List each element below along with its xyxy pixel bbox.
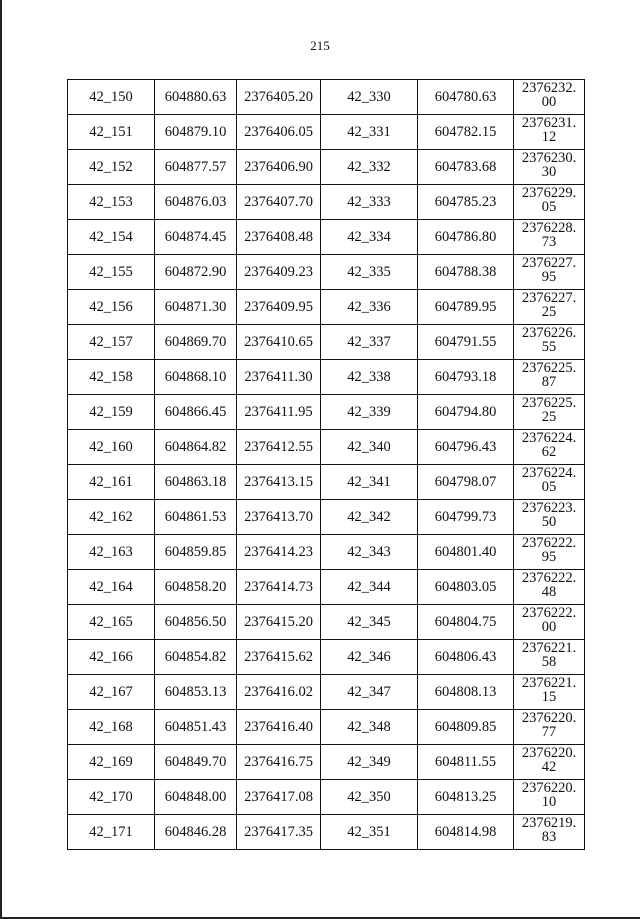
point-id-cell: 42_161 xyxy=(68,465,155,500)
x-coordinate-cell: 604814.98 xyxy=(418,815,514,850)
y-coordinate-cell: 2376223.50 xyxy=(514,500,585,535)
coordinate-table xyxy=(67,79,585,850)
x-coordinate-cell: 604856.50 xyxy=(155,605,237,640)
table-row xyxy=(68,255,585,290)
point-id-cell: 42_168 xyxy=(68,710,155,745)
point-id-cell: 42_334 xyxy=(321,220,418,255)
x-coordinate-cell: 604859.85 xyxy=(155,535,237,570)
point-id-cell: 42_165 xyxy=(68,605,155,640)
x-coordinate-cell: 604801.40 xyxy=(418,535,514,570)
table-row xyxy=(68,465,585,500)
point-id-cell: 42_151 xyxy=(68,115,155,150)
y-coordinate-cell: 2376415.20 xyxy=(237,605,321,640)
table-row xyxy=(68,395,585,430)
x-coordinate-cell: 604877.57 xyxy=(155,150,237,185)
point-id-cell: 42_337 xyxy=(321,325,418,360)
y-coordinate-cell: 2376224.05 xyxy=(514,465,585,500)
point-id-cell: 42_343 xyxy=(321,535,418,570)
point-id-cell: 42_157 xyxy=(68,325,155,360)
x-coordinate-cell: 604788.38 xyxy=(418,255,514,290)
y-coordinate-cell: 2376219.83 xyxy=(514,815,585,850)
y-coordinate-cell: 2376229.05 xyxy=(514,185,585,220)
y-coordinate-cell: 2376232.00 xyxy=(514,80,585,115)
table-row xyxy=(68,220,585,255)
point-id-cell: 42_345 xyxy=(321,605,418,640)
y-coordinate-cell: 2376413.70 xyxy=(237,500,321,535)
y-coordinate-cell: 2376414.73 xyxy=(237,570,321,605)
x-coordinate-cell: 604863.18 xyxy=(155,465,237,500)
table-row xyxy=(68,115,585,150)
y-coordinate-cell: 2376220.42 xyxy=(514,745,585,780)
point-id-cell: 42_158 xyxy=(68,360,155,395)
y-coordinate-cell: 2376416.75 xyxy=(237,745,321,780)
y-coordinate-cell: 2376221.58 xyxy=(514,640,585,675)
point-id-cell: 42_152 xyxy=(68,150,155,185)
point-id-cell: 42_330 xyxy=(321,80,418,115)
y-coordinate-cell: 2376412.55 xyxy=(237,430,321,465)
scan-left-edge xyxy=(0,0,2,919)
table-row xyxy=(68,780,585,815)
y-coordinate-cell: 2376406.90 xyxy=(237,150,321,185)
point-id-cell: 42_338 xyxy=(321,360,418,395)
y-coordinate-cell: 2376417.35 xyxy=(237,815,321,850)
x-coordinate-cell: 604876.03 xyxy=(155,185,237,220)
table-row xyxy=(68,500,585,535)
point-id-cell: 42_331 xyxy=(321,115,418,150)
x-coordinate-cell: 604868.10 xyxy=(155,360,237,395)
x-coordinate-cell: 604851.43 xyxy=(155,710,237,745)
y-coordinate-cell: 2376410.65 xyxy=(237,325,321,360)
x-coordinate-cell: 604793.18 xyxy=(418,360,514,395)
x-coordinate-cell: 604813.25 xyxy=(418,780,514,815)
point-id-cell: 42_153 xyxy=(68,185,155,220)
point-id-cell: 42_164 xyxy=(68,570,155,605)
table-row xyxy=(68,815,585,850)
y-coordinate-cell: 2376409.23 xyxy=(237,255,321,290)
y-coordinate-cell: 2376415.62 xyxy=(237,640,321,675)
x-coordinate-cell: 604869.70 xyxy=(155,325,237,360)
x-coordinate-cell: 604791.55 xyxy=(418,325,514,360)
x-coordinate-cell: 604879.10 xyxy=(155,115,237,150)
x-coordinate-cell: 604803.05 xyxy=(418,570,514,605)
y-coordinate-cell: 2376408.48 xyxy=(237,220,321,255)
page-number: 215 xyxy=(310,38,330,53)
point-id-cell: 42_341 xyxy=(321,465,418,500)
y-coordinate-cell: 2376225.87 xyxy=(514,360,585,395)
point-id-cell: 42_336 xyxy=(321,290,418,325)
table-row xyxy=(68,150,585,185)
y-coordinate-cell: 2376230.30 xyxy=(514,150,585,185)
y-coordinate-cell: 2376224.62 xyxy=(514,430,585,465)
point-id-cell: 42_167 xyxy=(68,675,155,710)
point-id-cell: 42_159 xyxy=(68,395,155,430)
x-coordinate-cell: 604849.70 xyxy=(155,745,237,780)
x-coordinate-cell: 604796.43 xyxy=(418,430,514,465)
x-coordinate-cell: 604811.55 xyxy=(418,745,514,780)
table-row xyxy=(68,640,585,675)
y-coordinate-cell: 2376220.77 xyxy=(514,710,585,745)
point-id-cell: 42_166 xyxy=(68,640,155,675)
point-id-cell: 42_169 xyxy=(68,745,155,780)
y-coordinate-cell: 2376222.00 xyxy=(514,605,585,640)
point-id-cell: 42_344 xyxy=(321,570,418,605)
y-coordinate-cell: 2376227.95 xyxy=(514,255,585,290)
table-row xyxy=(68,570,585,605)
point-id-cell: 42_339 xyxy=(321,395,418,430)
y-coordinate-cell: 2376411.95 xyxy=(237,395,321,430)
table-row xyxy=(68,185,585,220)
point-id-cell: 42_160 xyxy=(68,430,155,465)
point-id-cell: 42_156 xyxy=(68,290,155,325)
y-coordinate-cell: 2376409.95 xyxy=(237,290,321,325)
y-coordinate-cell: 2376414.23 xyxy=(237,535,321,570)
point-id-cell: 42_332 xyxy=(321,150,418,185)
y-coordinate-cell: 2376222.48 xyxy=(514,570,585,605)
x-coordinate-cell: 604808.13 xyxy=(418,675,514,710)
table-row xyxy=(68,360,585,395)
table-row xyxy=(68,710,585,745)
point-id-cell: 42_340 xyxy=(321,430,418,465)
table-row xyxy=(68,675,585,710)
x-coordinate-cell: 604783.68 xyxy=(418,150,514,185)
x-coordinate-cell: 604846.28 xyxy=(155,815,237,850)
y-coordinate-cell: 2376411.30 xyxy=(237,360,321,395)
x-coordinate-cell: 604848.00 xyxy=(155,780,237,815)
point-id-cell: 42_155 xyxy=(68,255,155,290)
table-row xyxy=(68,535,585,570)
x-coordinate-cell: 604806.43 xyxy=(418,640,514,675)
table-row xyxy=(68,430,585,465)
y-coordinate-cell: 2376416.02 xyxy=(237,675,321,710)
point-id-cell: 42_333 xyxy=(321,185,418,220)
x-coordinate-cell: 604786.80 xyxy=(418,220,514,255)
y-coordinate-cell: 2376231.12 xyxy=(514,115,585,150)
point-id-cell: 42_162 xyxy=(68,500,155,535)
point-id-cell: 42_349 xyxy=(321,745,418,780)
y-coordinate-cell: 2376221.15 xyxy=(514,675,585,710)
x-coordinate-cell: 604785.23 xyxy=(418,185,514,220)
x-coordinate-cell: 604782.15 xyxy=(418,115,514,150)
x-coordinate-cell: 604861.53 xyxy=(155,500,237,535)
x-coordinate-cell: 604880.63 xyxy=(155,80,237,115)
x-coordinate-cell: 604809.85 xyxy=(418,710,514,745)
x-coordinate-cell: 604799.73 xyxy=(418,500,514,535)
x-coordinate-cell: 604866.45 xyxy=(155,395,237,430)
y-coordinate-cell: 2376417.08 xyxy=(237,780,321,815)
point-id-cell: 42_163 xyxy=(68,535,155,570)
y-coordinate-cell: 2376416.40 xyxy=(237,710,321,745)
table-row xyxy=(68,80,585,115)
y-coordinate-cell: 2376222.95 xyxy=(514,535,585,570)
coordinate-table-body xyxy=(68,80,585,850)
x-coordinate-cell: 604858.20 xyxy=(155,570,237,605)
table-row xyxy=(68,325,585,360)
x-coordinate-cell: 604871.30 xyxy=(155,290,237,325)
x-coordinate-cell: 604798.07 xyxy=(418,465,514,500)
y-coordinate-cell: 2376226.55 xyxy=(514,325,585,360)
point-id-cell: 42_346 xyxy=(321,640,418,675)
x-coordinate-cell: 604789.95 xyxy=(418,290,514,325)
y-coordinate-cell: 2376406.05 xyxy=(237,115,321,150)
point-id-cell: 42_351 xyxy=(321,815,418,850)
x-coordinate-cell: 604804.75 xyxy=(418,605,514,640)
table-row xyxy=(68,605,585,640)
y-coordinate-cell: 2376220.10 xyxy=(514,780,585,815)
point-id-cell: 42_347 xyxy=(321,675,418,710)
x-coordinate-cell: 604864.82 xyxy=(155,430,237,465)
y-coordinate-cell: 2376405.20 xyxy=(237,80,321,115)
point-id-cell: 42_150 xyxy=(68,80,155,115)
x-coordinate-cell: 604853.13 xyxy=(155,675,237,710)
point-id-cell: 42_170 xyxy=(68,780,155,815)
table-row xyxy=(68,290,585,325)
point-id-cell: 42_342 xyxy=(321,500,418,535)
x-coordinate-cell: 604780.63 xyxy=(418,80,514,115)
y-coordinate-cell: 2376227.25 xyxy=(514,290,585,325)
x-coordinate-cell: 604794.80 xyxy=(418,395,514,430)
x-coordinate-cell: 604872.90 xyxy=(155,255,237,290)
point-id-cell: 42_154 xyxy=(68,220,155,255)
point-id-cell: 42_348 xyxy=(321,710,418,745)
point-id-cell: 42_335 xyxy=(321,255,418,290)
x-coordinate-cell: 604874.45 xyxy=(155,220,237,255)
x-coordinate-cell: 604854.82 xyxy=(155,640,237,675)
point-id-cell: 42_171 xyxy=(68,815,155,850)
table-row xyxy=(68,745,585,780)
point-id-cell: 42_350 xyxy=(321,780,418,815)
y-coordinate-cell: 2376413.15 xyxy=(237,465,321,500)
y-coordinate-cell: 2376407.70 xyxy=(237,185,321,220)
y-coordinate-cell: 2376225.25 xyxy=(514,395,585,430)
y-coordinate-cell: 2376228.73 xyxy=(514,220,585,255)
